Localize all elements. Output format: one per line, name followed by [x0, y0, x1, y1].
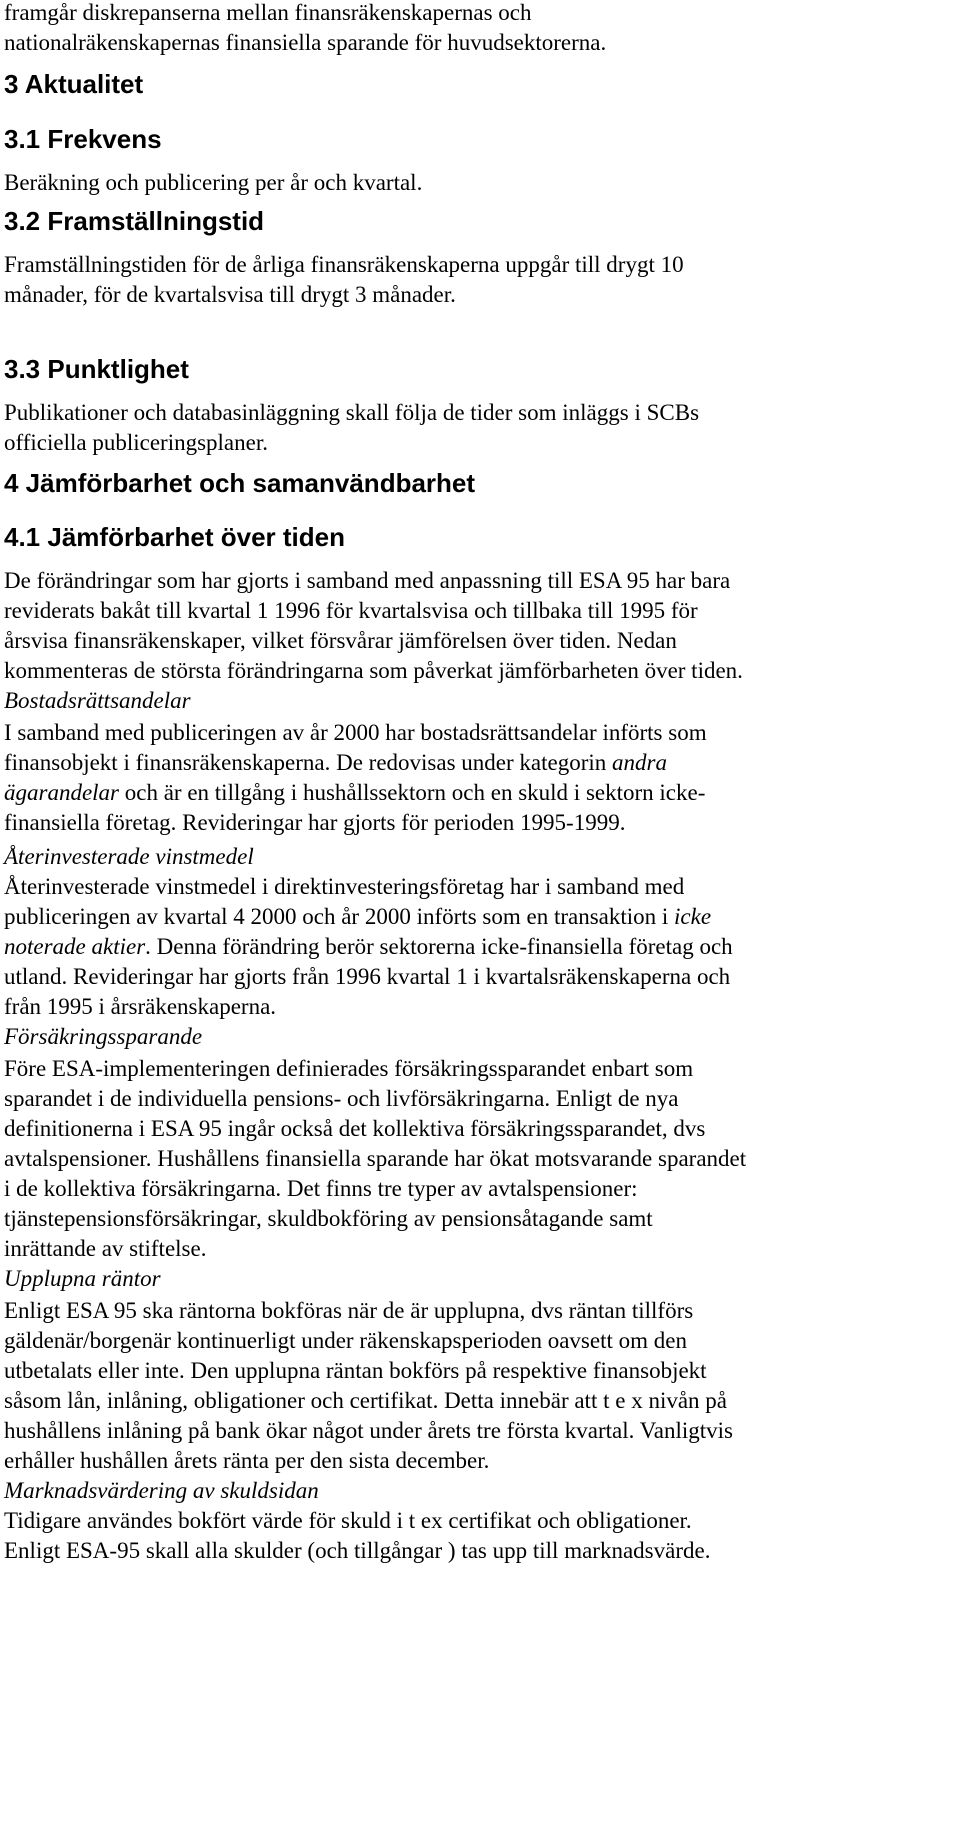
body-line: I samband med publiceringen av år 2000 har bostadsrättsandelar införts som	[4, 720, 707, 745]
italic-term: andra	[612, 750, 667, 775]
body-line: utland. Revideringar har gjorts från 1996 kvartal 1 i kvartalsräkenskaperna och	[4, 964, 731, 989]
body-line: De förändringar som har gjorts i samband med anpassning till ESA 95 har bara	[4, 568, 731, 593]
body-line: erhåller hushållen årets ränta per den sista december.	[4, 1448, 490, 1473]
subsection-heading: 4.1 Jämförbarhet över tiden	[4, 522, 345, 552]
body-line: i de kollektiva försäkringarna. Det finns tre typer av avtalspensioner:	[4, 1176, 638, 1201]
body-line: såsom lån, inlåning, obligationer och certifikat. Detta innebär att t e x nivån på	[4, 1388, 727, 1413]
body-line: från 1995 i årsräkenskaperna.	[4, 994, 277, 1019]
paragraph-title: Marknadsvärdering av skuldsidan	[4, 1478, 319, 1503]
body-line: gäldenär/borgenär kontinuerligt under räkenskapsperioden oavsett om den	[4, 1328, 687, 1353]
text-run: finansobjekt i finansräkenskaperna. De redovisas under kategorin	[4, 750, 613, 775]
italic-term: icke	[674, 904, 712, 929]
paragraph-title: Upplupna räntor	[4, 1266, 161, 1291]
body-line: sparandet i de individuella pensions- och livförsäkringarna. Enligt de nya	[4, 1086, 679, 1111]
section-heading: 4 Jämförbarhet och samanvändbarhet	[4, 468, 476, 498]
body-line: Före ESA-implementeringen definierades försäkringssparandet enbart som	[4, 1056, 694, 1081]
body-line: Framställningstiden för de årliga finansräkenskaperna uppgår till drygt 10	[4, 252, 684, 277]
body-line: hushållens inlåning på bank ökar något under årets tre första kvartal. Vanligtvis	[4, 1418, 733, 1443]
body-line: Publikationer och databasinläggning skall följa de tider som inläggs i SCBs	[4, 400, 700, 425]
body-line: officiella publiceringsplaner.	[4, 430, 268, 455]
subsection-heading: 3.2 Framställningstid	[4, 206, 265, 236]
body-line: Enligt ESA-95 skall alla skulder (och tillgångar ) tas upp till marknadsvärde.	[4, 1538, 711, 1563]
text-run: . Denna förändring berör sektorerna icke-finansiella företag och	[145, 934, 733, 959]
body-line: reviderats bakåt till kvartal 1 1996 för kvartalsvisa och tillbaka till 1995 för	[4, 598, 698, 623]
body-line: Återinvesterade vinstmedel i direktinvesteringsföretag har i samband med	[4, 874, 685, 899]
body-line	[4, 750, 667, 776]
body-line: Tidigare användes bokfört värde för skuld i t ex certifikat och obligationer.	[4, 1508, 692, 1533]
paragraph-title: Försäkringssparande	[4, 1024, 203, 1049]
body-line: nationalräkenskapernas finansiella sparande för huvudsektorerna.	[4, 30, 607, 55]
body-line: tjänstepensionsförsäkringar, skuldbokföring av pensionsåtagande samt	[4, 1206, 653, 1231]
body-line: definitionerna i ESA 95 ingår också det kollektiva försäkringssparandet, dvs	[4, 1116, 706, 1141]
body-line: inrättande av stiftelse.	[4, 1236, 207, 1261]
body-line	[4, 780, 705, 806]
body-line: framgår diskrepanserna mellan finansräkenskapernas och	[4, 0, 532, 25]
body-line: utbetalats eller inte. Den upplupna räntan bokförs på respektive finansobjekt	[4, 1358, 707, 1383]
italic-term: noterade aktier	[4, 934, 146, 959]
body-line: årsvisa finansräkenskaper, vilket försvårar jämförelsen över tiden. Nedan	[4, 628, 677, 653]
body-line: kommenteras de största förändringarna som påverkat jämförbarheten över tiden.	[4, 658, 743, 683]
subsection-heading: 3.1 Frekvens	[4, 124, 162, 154]
body-line: finansiella företag. Revideringar har gjorts för perioden 1995-1999.	[4, 810, 626, 835]
subsection-heading: 3.3 Punktlighet	[4, 354, 189, 384]
body-line	[4, 934, 733, 960]
italic-term: ägarandelar	[4, 780, 119, 805]
body-line: månader, för de kvartalsvisa till drygt 3 månader.	[4, 282, 456, 307]
text-run: publiceringen av kvartal 4 2000 och år 2000 införts som en transaktion i	[4, 904, 675, 929]
body-line: Beräkning och publicering per år och kvartal.	[4, 170, 423, 195]
body-line: Enligt ESA 95 ska räntorna bokföras när de är upplupna, dvs räntan tillförs	[4, 1298, 694, 1323]
paragraph-title: Återinvesterade vinstmedel	[4, 844, 254, 869]
text-run: och är en tillgång i hushållssektorn och en skuld i sektorn icke-	[119, 780, 706, 805]
paragraph-title: Bostadsrättsandelar	[4, 688, 191, 713]
body-line	[4, 904, 711, 930]
section-heading: 3 Aktualitet	[4, 69, 144, 99]
body-line: avtalspensioner. Hushållens finansiella sparande har ökat motsvarande sparandet	[4, 1146, 747, 1171]
